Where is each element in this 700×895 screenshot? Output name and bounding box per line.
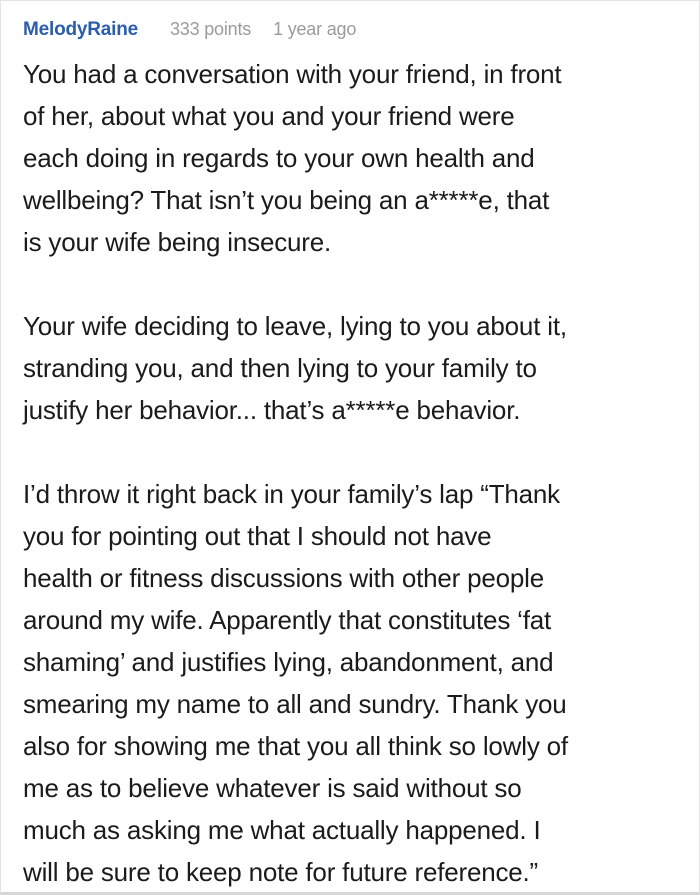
comment-text-line: will be sure to keep note for future reference.” [23, 857, 539, 887]
comment-points: 333 points [170, 19, 252, 39]
comment-text-line: around my wife. Apparently that constitutes ‘fat [23, 605, 552, 635]
comment-text-line: I’d throw it right back in your family’s lap “Thank [23, 479, 560, 509]
comment-text-line: shaming’ and justifies lying, abandonment, and [23, 647, 554, 677]
comment-text-line: stranding you, and then lying to your family to [23, 353, 537, 383]
comment-author-link[interactable]: MelodyRaine [23, 19, 138, 40]
comment-text-line: smearing my name to all and sundry. Thank you [23, 689, 567, 719]
comment-text-line: much as asking me what actually happened. I [23, 815, 541, 845]
comment-text-line: is your wife being insecure. [23, 227, 331, 257]
comment-timestamp: 1 year ago [273, 19, 357, 39]
comment-text-line: each doing in regards to your own health and [23, 143, 535, 173]
comment-text-line: justify her behavior... that’s a*****e behavior. [23, 395, 521, 425]
comment-text-line: you for pointing out that I should not have [23, 521, 492, 551]
comment-text-line: also for showing me that you all think so lowly of [23, 731, 568, 761]
comment-text-line: health or fitness discussions with other people [23, 563, 545, 593]
comment-header [23, 19, 677, 43]
comment-paragraph [23, 305, 677, 431]
comment-text-line: of her, about what you and your friend were [23, 101, 515, 131]
comment-text-line: me as to believe whatever is said without so [23, 773, 522, 803]
comment-text-line: Your wife deciding to leave, lying to you about it, [23, 311, 567, 341]
comment-text-line: wellbeing? That isn’t you being an a*****e, that [23, 185, 550, 215]
comment-text-line: You had a conversation with your friend, in front [23, 59, 562, 89]
comment-paragraph [23, 473, 677, 893]
comment-paragraph [23, 53, 677, 263]
comment-body [23, 53, 677, 893]
